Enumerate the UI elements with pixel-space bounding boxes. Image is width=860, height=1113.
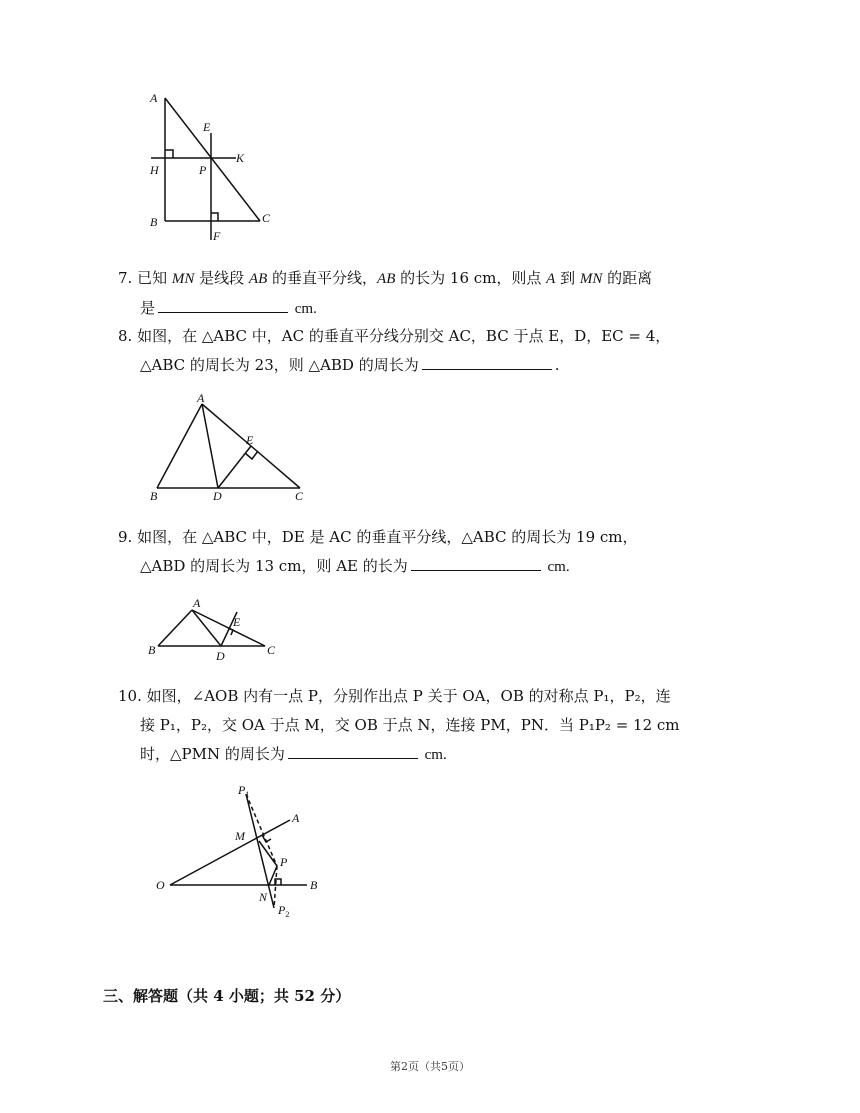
answer-blank[interactable] xyxy=(411,556,541,571)
label-B: B xyxy=(310,878,318,892)
label-C: C xyxy=(267,643,276,657)
question-number: 10. xyxy=(118,687,142,705)
answer-blank[interactable] xyxy=(422,355,552,370)
question-number: 8. xyxy=(118,327,133,345)
label-A: A xyxy=(197,392,205,405)
answer-blank[interactable] xyxy=(158,298,288,313)
label-P2: $P_2$ xyxy=(278,903,290,919)
label-D: D xyxy=(216,649,225,663)
question-9: 9. 如图，在 △ABC 中，DE 是 AC 的垂直平分线，△ABC 的周长为 19 cm， △ABD 的周长为 13 cm，则 AE 的长为 cm. xyxy=(118,528,638,575)
label-E: E xyxy=(233,615,241,629)
label-D: D xyxy=(213,489,222,503)
label-P: P xyxy=(280,855,288,869)
right-angle-mark-F xyxy=(211,213,218,221)
answer-blank[interactable] xyxy=(288,744,418,759)
question-number: 9. xyxy=(118,528,133,546)
figure-q8-triangle xyxy=(145,392,315,507)
figure-q9-triangle xyxy=(145,594,285,666)
label-N: N xyxy=(259,890,268,904)
segment-AB xyxy=(158,610,192,646)
label-C: C xyxy=(262,211,271,225)
label-A: A xyxy=(292,811,300,825)
segment-AB xyxy=(157,404,202,488)
question-10: 10. 如图，∠AOB 内有一点 P，分别作出点 P 关于 OA，OB 的对称点 P₁，P₂，连 接 P₁，P₂，交 OA 于点 M，交 OB 于点 N，连接 PM，PN．当 P₁P₂ = 12 cm 时，△PMN 的周长为 cm. xyxy=(118,687,680,763)
label-F: F xyxy=(213,229,221,243)
label-B: B xyxy=(148,643,156,657)
label-E: E xyxy=(203,120,211,134)
question-8: 8. 如图，在 △ABC 中，AC 的垂直平分线分别交 AC，BC 于点 E，D，EC = 4， △ABC 的周长为 23，则 △ABD 的周长为 . xyxy=(118,327,671,374)
label-B: B xyxy=(150,215,158,229)
label-O: O xyxy=(156,878,165,892)
question-7: 7. 已知 MN 是线段 AB 的垂直平分线，AB 的长为 16 cm，则点 A 到 MN 的距离 是 cm. xyxy=(118,269,653,317)
right-angle-mark-OA xyxy=(262,835,271,842)
right-angle-mark-E xyxy=(228,628,233,635)
segment-DE xyxy=(218,446,251,488)
section-heading: 三、解答题（共 4 小题；共 52 分） xyxy=(103,987,351,1005)
right-angle-mark-H xyxy=(165,150,173,158)
label-M: M xyxy=(235,829,245,843)
segment-AD xyxy=(192,610,221,646)
label-H: H xyxy=(150,163,159,177)
segment-PM xyxy=(259,841,277,866)
question-number: 7. xyxy=(118,269,133,287)
page-footer: 第2页（共5页） xyxy=(390,1060,470,1073)
label-A: A xyxy=(150,91,158,105)
label-B: B xyxy=(150,489,158,503)
label-C: C xyxy=(295,489,304,503)
label-E: E xyxy=(246,433,254,447)
label-A: A xyxy=(193,596,201,610)
segment-AC xyxy=(165,98,260,221)
label-P: P xyxy=(199,163,207,177)
figure-q10-angle xyxy=(150,778,330,928)
figure-right-triangle-perpendicular xyxy=(140,88,290,248)
label-P1: $P_1$ xyxy=(238,783,250,799)
label-K: K xyxy=(236,151,245,165)
